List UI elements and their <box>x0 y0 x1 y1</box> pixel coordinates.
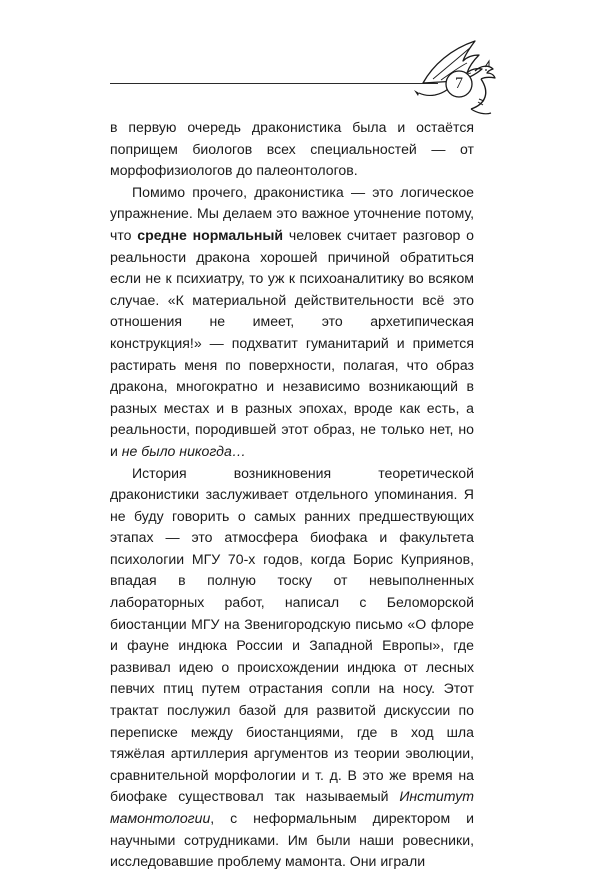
page-number: 7 <box>455 75 463 92</box>
paragraph <box>110 463 474 873</box>
bold-text: средне нормальный <box>137 226 284 243</box>
text-run: в первую очередь драконистика была и остаётся поприщем биологов всех специальностей — от морфофизиологов до палеонтологов. <box>110 119 474 179</box>
header-rule <box>110 83 438 84</box>
text-run: Помимо прочего, драконистика — это логическое упражнение. Мы делаем это важное уточнение потому, что <box>110 183 474 243</box>
italic-text: Институт мамонтологии <box>110 788 474 826</box>
paragraph <box>110 182 474 463</box>
body-text <box>110 117 474 873</box>
text-run: , с неформальным директором и научными сотрудниками. Им были наши ровесники, исследовавшие проблему мамонта. Они играли <box>110 810 474 870</box>
paragraph <box>110 117 474 182</box>
text-run: История возникновения теоретической драконистики заслуживает отдельного упоминания. Я не буду говорить о самых ранних предшествующих этапах — это атмосфера биофака и факультета психологии МГУ 70-х годов, когда Борис Куприянов, впадая в полную тоску от невыполненных лабораторных работ, написал с Беломорской биостанции МГУ на Звенигородскую письмо «О флоре и фауне индюка России и Западной Европы», где развивал идею о происхождении индюка от лесных певчих птиц путем отрастания сопли на носу. Этот трактат послужил базой для развитой дискуссии по переписке между биостанциями, где в ход шла тяжёлая артиллерия аргументов из теории эволюции, сравнительной морфологии и т. д. В это же время на биофаке существовал так называемый <box>110 464 474 805</box>
text-run: человек считает разговор о реальности дракона хорошей причиной обратиться если не к психиатру, то уж к психоаналитику во всяком случае. «К материальной действительности всё это отношения не имеет, это архетипическая конструкция!» — подхватит гуманитарий и примется растирать меня по поверхности, полагая, что образ дракона, многократно и независимо возникающий в разных местах и в разных эпохах, вроде как есть, а реальности, породившей этот образ, не только нет, но и <box>110 226 474 459</box>
italic-text: не было никогда… <box>121 442 246 459</box>
